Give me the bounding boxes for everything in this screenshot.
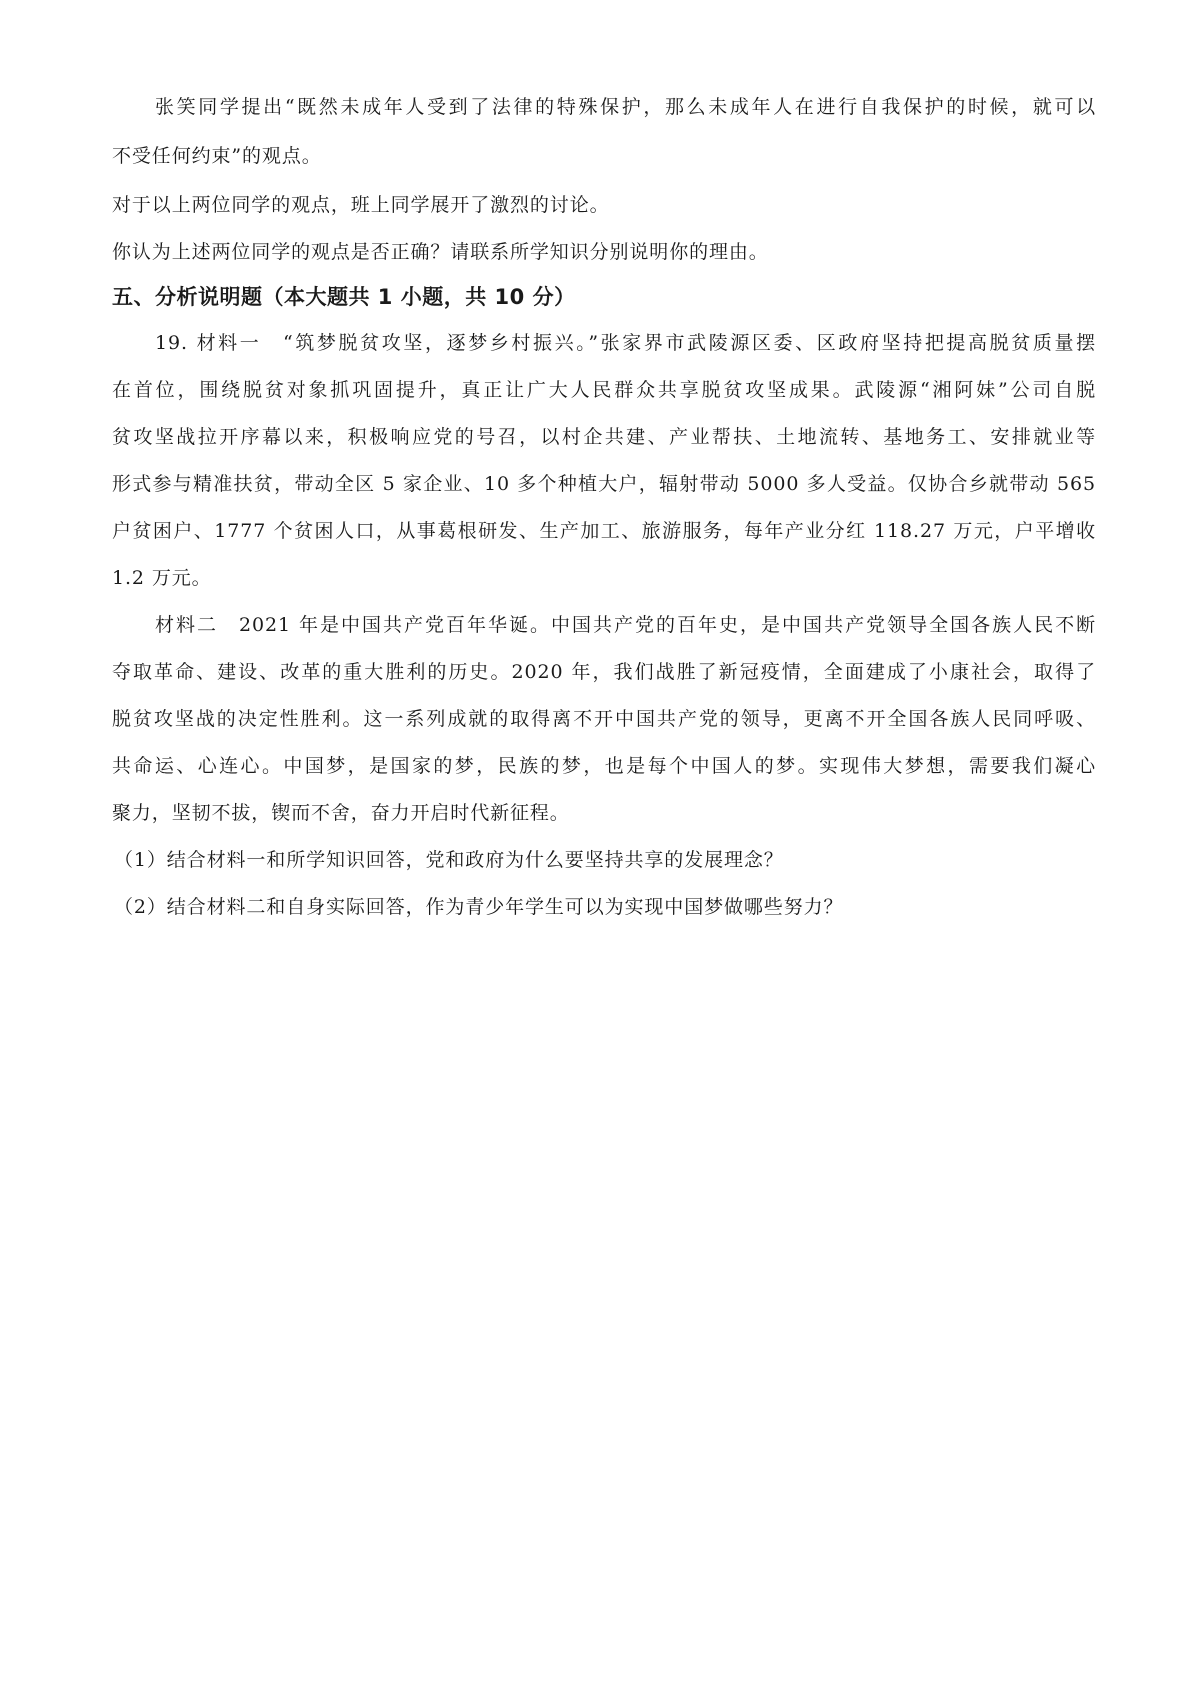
material-two-line-2: 夺取革命、建设、改革的重大胜利的历史。2020 年，我们战胜了新冠疫情，全面建成了小康社会，取得了 <box>112 661 1096 683</box>
material-one-line-1: 19. 材料一 “筑梦脱贫攻坚，逐梦乡村振兴。”张家界市武陵源区委、区政府坚持把提高脱贫质量摆 <box>155 332 1096 354</box>
material-one-line-3: 贫攻坚战拉开序幕以来，积极响应党的号召，以村企共建、产业帮扶、土地流转、基地务工、安排就业等 <box>112 426 1096 448</box>
material-one-line-6: 1.2 万元。 <box>112 567 212 589</box>
material-one-line-4: 形式参与精准扶贫，带动全区 5 家企业、10 多个种植大户，辐射带动 5000 多人受益。仅协合乡就带动 565 <box>112 473 1096 495</box>
material-two-line-4: 共命运、心连心。中国梦，是国家的梦，民族的梦，也是每个中国人的梦。实现伟大梦想，需要我们凝心 <box>112 755 1096 777</box>
sub-question-2: （2）结合材料二和自身实际回答，作为青少年学生可以为实现中国梦做哪些努力？ <box>114 896 844 918</box>
question-prompt: 你认为上述两位同学的观点是否正确？请联系所学知识分别说明你的理由。 <box>112 241 769 263</box>
intro-paragraph-line-2: 不受任何约束”的观点。 <box>112 145 322 167</box>
material-one-line-2: 在首位，围绕脱贫对象抓巩固提升，真正让广大人民群众共享脱贫攻坚成果。武陵源“湘阿妹”公司自脱 <box>112 379 1096 401</box>
material-two-line-1: 材料二 2021 年是中国共产党百年华诞。中国共产党的百年史，是中国共产党领导全国各族人民不断 <box>155 614 1096 636</box>
material-one-line-5: 户贫困户、1777 个贫困人口，从事葛根研发、生产加工、旅游服务，每年产业分红 118.27 万元，户平增收 <box>112 520 1096 542</box>
material-two-line-3: 脱贫攻坚战的决定性胜利。这一系列成就的取得离不开中国共产党的领导，更离不开全国各族人民同呼吸、 <box>112 708 1096 730</box>
section-heading: 五、分析说明题（本大题共 1 小题，共 10 分） <box>112 285 576 309</box>
material-two-line-5: 聚力，坚韧不拔，锲而不舍，奋力开启时代新征程。 <box>112 802 570 824</box>
intro-paragraph-line-1: 张笑同学提出“既然未成年人受到了法律的特殊保护，那么未成年人在进行自我保护的时候，就可以 <box>155 96 1096 118</box>
sub-question-1: （1）结合材料一和所学知识回答，党和政府为什么要坚持共享的发展理念？ <box>114 849 784 871</box>
discussion-sentence: 对于以上两位同学的观点，班上同学展开了激烈的讨论。 <box>112 194 610 216</box>
